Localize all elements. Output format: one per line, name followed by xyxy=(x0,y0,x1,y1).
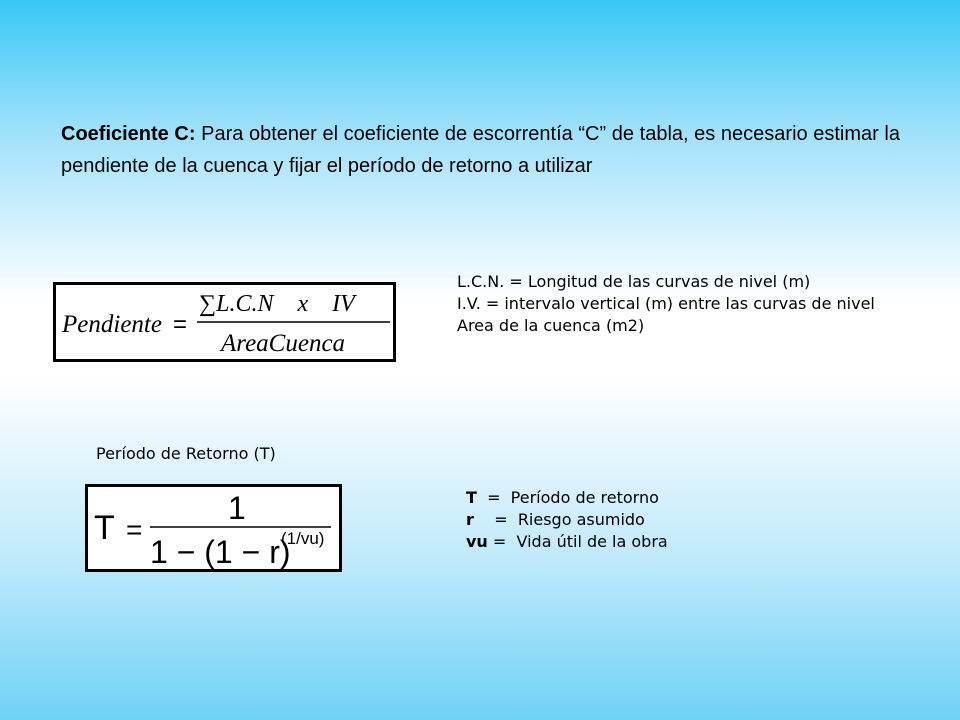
retorno-caption: Período de Retorno (T) xyxy=(96,444,276,463)
legend-vu-text: = Vida útil de la obra xyxy=(487,532,668,551)
pendiente-equals: = xyxy=(173,311,188,338)
pendiente-denominator: AreaCuenca xyxy=(221,330,346,357)
legend-area: Area de la cuenca (m2) xyxy=(457,316,645,335)
intro-text: Para obtener el coeficiente de escorrentía “C” de tabla, es necesario estimar la pendiente de la cuenca y fijar el período de retorno a utilizar xyxy=(61,123,901,177)
retorno-lhs: T xyxy=(94,509,115,547)
legend-r-text: = Riesgo asumido xyxy=(473,510,645,529)
pendiente-lhs: Pendiente xyxy=(62,311,162,338)
pendiente-legend xyxy=(457,271,875,337)
legend-t xyxy=(466,487,668,509)
intro-label: Coeficiente C: xyxy=(61,123,196,145)
legend-vu xyxy=(466,531,668,553)
legend-r-symbol: r xyxy=(466,510,474,529)
legend-t-symbol: T xyxy=(466,488,477,507)
retorno-formula xyxy=(85,484,342,572)
legend-r xyxy=(466,509,668,531)
retorno-denominator: 1 − (1 − r) xyxy=(150,534,291,569)
legend-t-text: = Período de retorno xyxy=(476,488,659,507)
intro-paragraph xyxy=(61,118,900,182)
pendiente-formula xyxy=(53,282,396,362)
retorno-equals: = xyxy=(126,514,143,545)
legend-lcn: L.C.N. = Longitud de las curvas de nivel (m) xyxy=(457,272,811,291)
legend-iv: I.V. = intervalo vertical (m) entre las curvas de nivel xyxy=(457,294,875,313)
legend-vu-symbol: vu xyxy=(466,532,488,551)
retorno-exponent: (1/vu) xyxy=(281,529,325,548)
pendiente-numerator: ∑L.C.N x IV xyxy=(199,291,355,317)
retorno-legend xyxy=(466,487,668,553)
retorno-numerator: 1 xyxy=(228,490,246,526)
